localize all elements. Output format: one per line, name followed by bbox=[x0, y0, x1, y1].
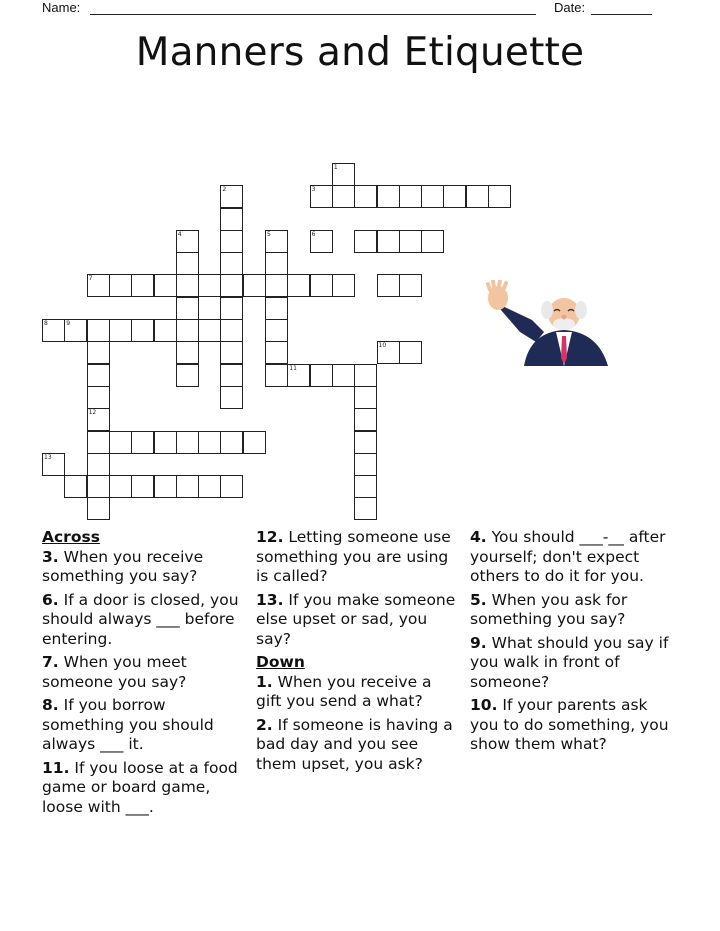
grid-cell[interactable] bbox=[220, 475, 243, 498]
grid-cell[interactable] bbox=[109, 274, 132, 297]
grid-cell[interactable] bbox=[176, 297, 199, 320]
clue-text: When you receive something you say? bbox=[42, 547, 204, 585]
grid-cell[interactable] bbox=[377, 274, 400, 297]
clue-number: 5. bbox=[470, 590, 487, 609]
clue-text: You should ___-__ after yourself; don't expect others to do it for you. bbox=[470, 528, 666, 585]
clue-number: 6. bbox=[42, 590, 59, 609]
grid-cell[interactable] bbox=[64, 475, 87, 498]
grid-cell[interactable] bbox=[354, 408, 377, 431]
grid-cell[interactable] bbox=[421, 185, 444, 208]
clue-text: What should you say if you walk in front of someone? bbox=[470, 633, 669, 691]
page-title: Manners and Etiquette bbox=[135, 30, 585, 75]
grid-cell[interactable] bbox=[332, 274, 355, 297]
grid-cell[interactable] bbox=[354, 475, 377, 498]
clue-number-label: 3 bbox=[311, 186, 316, 194]
grid-cell[interactable] bbox=[354, 185, 377, 208]
grid-cell[interactable] bbox=[176, 341, 199, 364]
clue-text: If you make someone else upset or sad, you say? bbox=[256, 590, 456, 648]
grid-cell[interactable] bbox=[220, 252, 243, 275]
across-heading: Across bbox=[42, 528, 100, 546]
clue-number-label: 10 bbox=[378, 342, 387, 350]
grid-cell[interactable] bbox=[354, 453, 377, 476]
grid-cell[interactable] bbox=[154, 274, 177, 297]
clue-text: When you meet someone you say? bbox=[42, 653, 187, 691]
grid-cell[interactable] bbox=[87, 453, 110, 476]
grid-cell[interactable] bbox=[131, 319, 154, 342]
grid-cell[interactable] bbox=[220, 274, 243, 297]
clue-number-label: 1 bbox=[333, 163, 338, 171]
clue-across-12 bbox=[256, 528, 460, 587]
clue-across-7 bbox=[42, 653, 242, 692]
grid-cell[interactable] bbox=[220, 297, 243, 320]
clue-number: 2. bbox=[256, 715, 273, 734]
grid-cell[interactable] bbox=[220, 364, 243, 387]
clue-number-label: 11 bbox=[289, 364, 297, 372]
clue-text: If a door is closed, you should always ___ before entering. bbox=[42, 590, 239, 648]
clue-number: 12. bbox=[256, 528, 284, 546]
grid-cell[interactable] bbox=[198, 319, 221, 342]
grid-cell[interactable] bbox=[176, 475, 199, 498]
clue-across-6 bbox=[42, 591, 242, 650]
grid-cell[interactable] bbox=[220, 230, 243, 253]
grid-cell[interactable] bbox=[399, 230, 422, 253]
grid-cell[interactable] bbox=[198, 274, 221, 297]
name-label: Name: bbox=[42, 0, 81, 15]
grid-cell[interactable] bbox=[354, 386, 377, 409]
grid-cell[interactable] bbox=[310, 364, 333, 387]
grid-cell[interactable] bbox=[176, 431, 199, 454]
grid-cell[interactable] bbox=[399, 274, 422, 297]
clue-across-3 bbox=[42, 548, 242, 587]
grid-cell[interactable] bbox=[87, 475, 110, 498]
grid-cell[interactable] bbox=[332, 185, 355, 208]
clue-down-10 bbox=[470, 696, 676, 755]
grid-cell[interactable] bbox=[176, 364, 199, 387]
grid-cell[interactable] bbox=[131, 475, 154, 498]
grid-cell[interactable] bbox=[176, 274, 199, 297]
clue-number: 13. bbox=[256, 590, 284, 609]
down-heading: Down bbox=[256, 653, 305, 671]
grid-cell[interactable] bbox=[265, 364, 288, 387]
clue-text: If you borrow something you should always ___ it. bbox=[42, 696, 214, 753]
grid-cell[interactable] bbox=[265, 341, 288, 364]
grid-cell[interactable] bbox=[399, 185, 422, 208]
grid-cell[interactable] bbox=[354, 230, 377, 253]
grid-cell[interactable] bbox=[131, 431, 154, 454]
clue-number-label: 4 bbox=[177, 230, 182, 238]
clue-text: When you receive a gift you send a what? bbox=[256, 672, 432, 710]
grid-cell[interactable] bbox=[265, 274, 288, 297]
grid-cell[interactable] bbox=[198, 475, 221, 498]
grid-cell[interactable] bbox=[220, 386, 243, 409]
clue-number: 10. bbox=[470, 696, 498, 714]
grid-cell[interactable] bbox=[198, 431, 221, 454]
grid-cell[interactable] bbox=[87, 319, 110, 342]
waving-man-icon bbox=[484, 280, 630, 370]
clue-number: 11. bbox=[42, 758, 70, 777]
clues-column-1 bbox=[42, 528, 242, 821]
clue-down-9 bbox=[470, 634, 676, 693]
clue-down-4 bbox=[470, 528, 676, 587]
grid-cell[interactable] bbox=[287, 274, 310, 297]
grid-cell[interactable] bbox=[154, 475, 177, 498]
grid-cell[interactable] bbox=[310, 274, 333, 297]
clue-number-label: 12 bbox=[88, 409, 97, 417]
clue-text: When you ask for something you say? bbox=[470, 590, 628, 628]
clues-column-3 bbox=[470, 528, 676, 759]
grid-cell[interactable] bbox=[220, 208, 243, 231]
grid-cell[interactable] bbox=[87, 497, 110, 520]
clue-down-1 bbox=[256, 673, 460, 712]
grid-cell[interactable] bbox=[421, 230, 444, 253]
grid-cell[interactable] bbox=[154, 431, 177, 454]
grid-cell[interactable] bbox=[131, 274, 154, 297]
clue-number: 1. bbox=[256, 672, 273, 691]
grid-cell[interactable] bbox=[466, 185, 489, 208]
grid-cell[interactable] bbox=[87, 341, 110, 364]
clue-text: If your parents ask you to do something, you show them what? bbox=[470, 696, 669, 753]
clue-number-label: 8 bbox=[44, 320, 48, 327]
clue-number: 7. bbox=[42, 653, 59, 671]
grid-cell[interactable] bbox=[87, 431, 110, 454]
grid-cell[interactable] bbox=[265, 297, 288, 320]
grid-cell[interactable] bbox=[354, 431, 377, 454]
grid-cell[interactable] bbox=[109, 431, 132, 454]
grid-cell[interactable] bbox=[220, 341, 243, 364]
clue-text: If you loose at a food game or board game, loose with ___. bbox=[42, 758, 238, 816]
clue-number-label: 6 bbox=[311, 230, 316, 238]
clues-column-2 bbox=[256, 528, 460, 778]
grid-cell[interactable] bbox=[332, 364, 355, 387]
grid-cell[interactable] bbox=[220, 319, 243, 342]
grid-cell[interactable] bbox=[354, 364, 377, 387]
grid-cell[interactable] bbox=[377, 185, 400, 208]
grid-cell[interactable] bbox=[176, 252, 199, 275]
grid-cell[interactable] bbox=[443, 185, 466, 208]
grid-cell[interactable] bbox=[354, 497, 377, 520]
clue-number: 9. bbox=[470, 633, 487, 652]
clue-across-13 bbox=[256, 591, 460, 650]
clue-down-5 bbox=[470, 591, 676, 630]
clue-number-label: 13 bbox=[44, 453, 52, 461]
clue-text: If someone is having a bad day and you see them upset, you ask? bbox=[256, 715, 453, 773]
clue-across-11 bbox=[42, 759, 242, 818]
clue-number-label: 2 bbox=[222, 186, 227, 194]
clue-number-label: 9 bbox=[66, 320, 71, 327]
grid-cell[interactable] bbox=[87, 386, 110, 409]
clue-number-label: 7 bbox=[88, 275, 93, 283]
grid-cell[interactable] bbox=[265, 252, 288, 275]
clue-across-8 bbox=[42, 696, 242, 755]
clue-number-label: 5 bbox=[267, 230, 271, 238]
grid-cell[interactable] bbox=[154, 319, 177, 342]
grid-cell[interactable] bbox=[243, 431, 266, 454]
date-label: Date: bbox=[554, 0, 586, 15]
grid-cell[interactable] bbox=[109, 475, 132, 498]
grid-cell[interactable] bbox=[399, 341, 422, 364]
clue-number: 8. bbox=[42, 696, 59, 714]
clue-number: 3. bbox=[42, 547, 59, 566]
grid-cell[interactable] bbox=[243, 274, 266, 297]
grid-cell[interactable] bbox=[176, 319, 199, 342]
grid-cell[interactable] bbox=[488, 185, 511, 208]
grid-cell[interactable] bbox=[265, 319, 288, 342]
grid-cell[interactable] bbox=[87, 364, 110, 387]
clue-down-2 bbox=[256, 716, 460, 775]
grid-cell[interactable] bbox=[377, 230, 400, 253]
clue-number: 4. bbox=[470, 528, 487, 546]
grid-cell[interactable] bbox=[220, 431, 243, 454]
clue-text: Letting someone use something you are using is called? bbox=[256, 528, 451, 585]
grid-cell[interactable] bbox=[109, 319, 132, 342]
